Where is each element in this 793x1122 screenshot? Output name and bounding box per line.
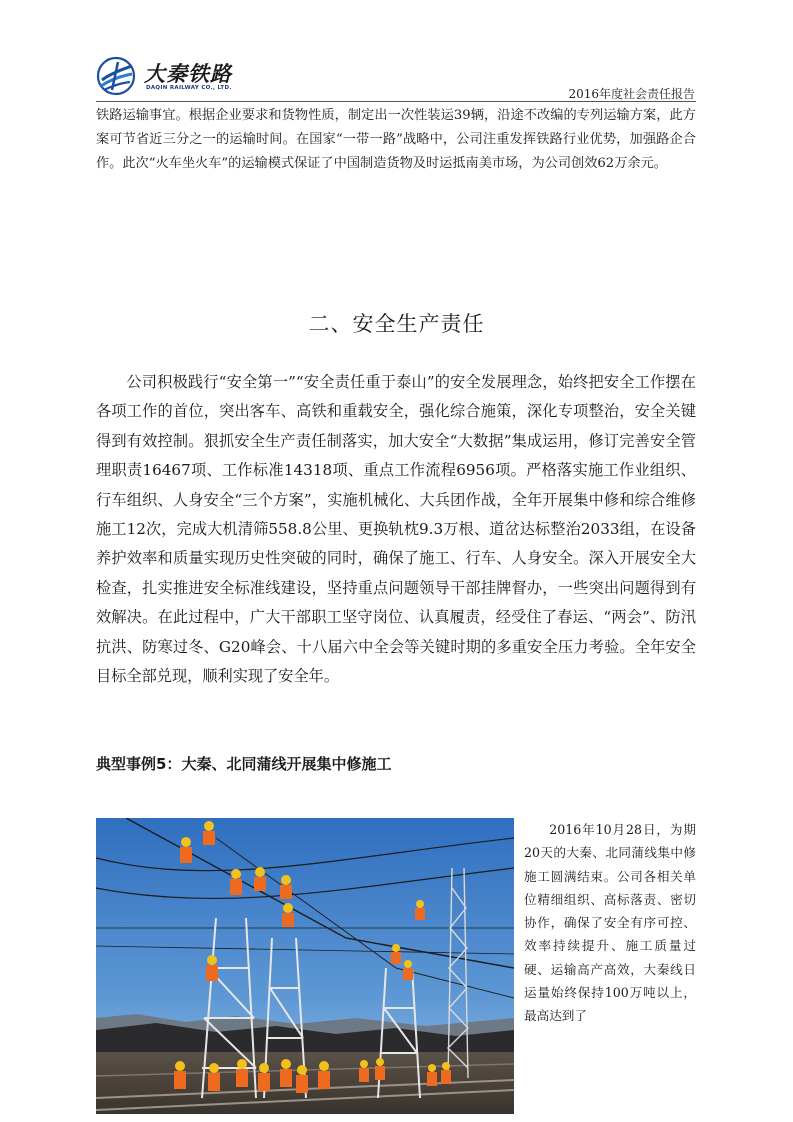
- logo-mark-icon: [96, 56, 136, 96]
- page-header: [0, 0, 793, 104]
- case-study-title: 典型事例5：大秦、北同蒲线开展集中修施工: [96, 755, 392, 773]
- case-study-text: 2016年10月28日，为期20天的大秦、北同蒲线集中修施工圆满结束。公司各相关单位精细组织、高标落责、密切协作，确保了安全有序可控、效率持续提升、施工质量过硬、运输高产高效，大秦线日运量始终保持100万吨以上，最高达到了: [524, 822, 696, 1024]
- header-divider: [96, 101, 696, 102]
- logo-chinese-name: 大秦铁路: [144, 62, 232, 86]
- report-title: 2016年度社会责任报告: [568, 87, 695, 101]
- logo-english-name: DAQIN RAILWAY CO., LTD.: [146, 85, 232, 91]
- section-paragraph: 公司积极践行“安全第一”“安全责任重于泰山”的安全发展理念，始终把安全工作摆在各项工作的首位，突出客车、高铁和重载安全，强化综合施策，深化专项整治，安全关键得到有效控制。狠抓安全生产责任制落实，加大安全“大数据”集成运用，修订完善安全管理职责16467项、工作标准14318项、重点工作流程6956项。严格落实施工作业组织、行车组织、人身安全“三个方案”，实施机械化、大兵团作战，全年开展集中修和综合维修施工12次，完成大机清筛558.8公里、更换轨枕9.3万根、道岔达标整治2033组，在设备养护效率和质量实现历史性突破的同时，确保了施工、行车、人身安全。深入开展安全大检查，扎实推进安全标准线建设，坚持重点问题领导干部挂牌督办，一些突出问题得到有效解决。在此过程中，广大干部职工坚守岗位、认真履责，经受住了春运、“两会”、防汛抗洪、防寒过冬、G20峰会、十八届六中全会等关键时期的多重安全压力考验。全年安全目标全部兑现，顺利实现了安全年。: [96, 373, 696, 686]
- company-logo: [96, 56, 246, 100]
- construction-photo: [96, 818, 514, 1114]
- railway-maintenance-photo: [96, 818, 514, 1114]
- section-heading: 二、安全生产责任: [308, 312, 485, 336]
- intro-paragraph: 铁路运输事宜。根据企业要求和货物性质，制定出一次性装运39辆，沿途不改编的专列运输方案，此方案可节省近三分之一的运输时间。在国家“一带一路”战略中，公司注重发挥铁路行业优势，加强路企合作。此次“火车坐火车”的运输模式保证了中国制造货物及时运抵南美市场，为公司创效62万余元。: [96, 108, 696, 171]
